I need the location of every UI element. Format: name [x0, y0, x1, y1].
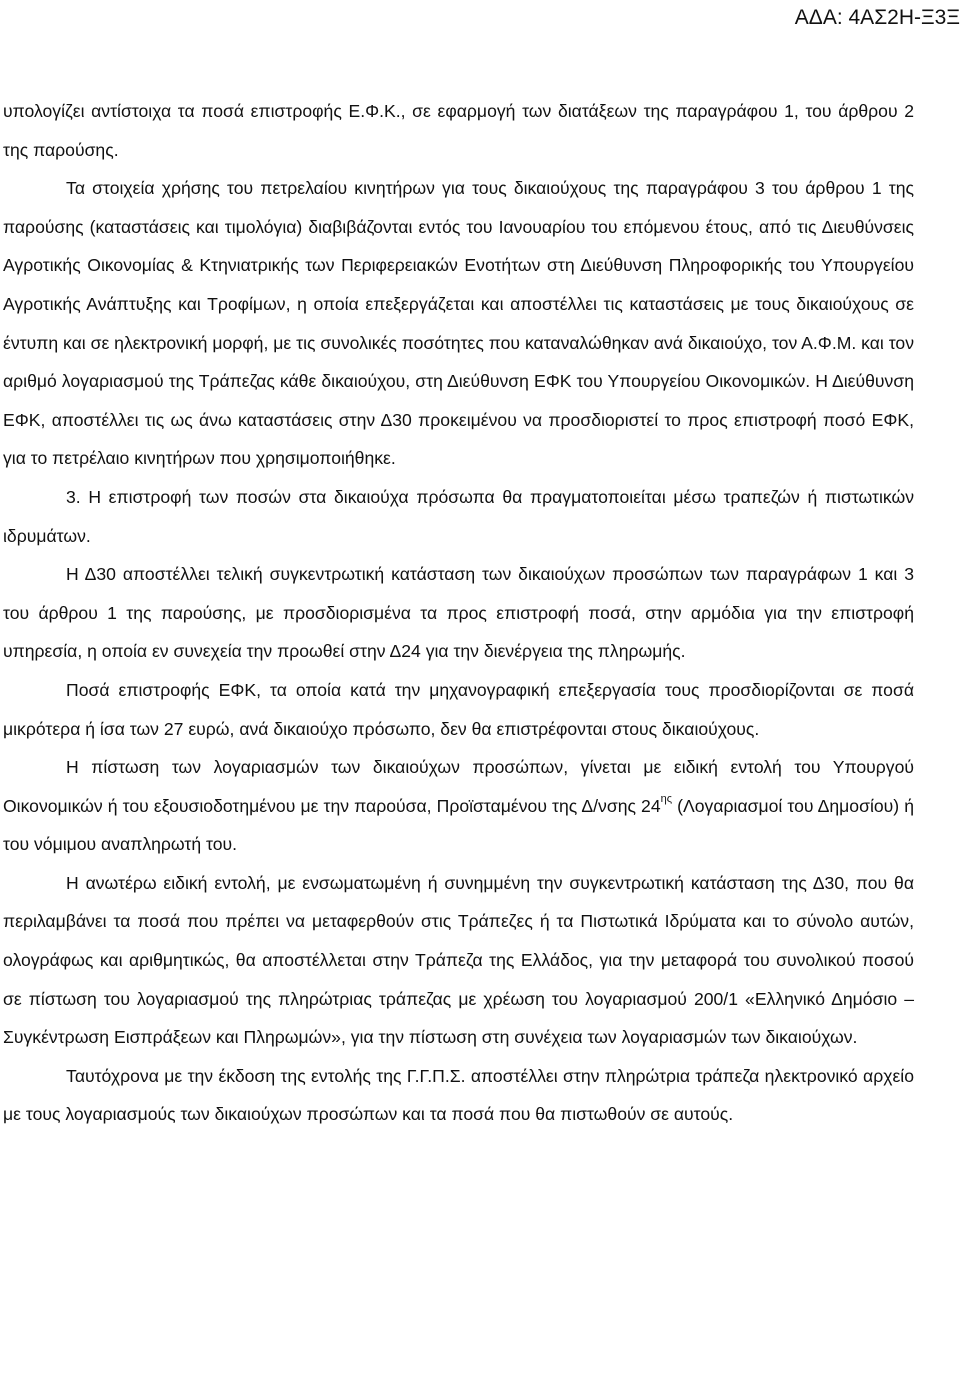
paragraph-6-text-start: Η πίστωση των λογαριασμών των δικαιούχων προσώπων, γίνεται με ειδική εντολή του Υπουργού Οικονομικών ή του εξουσιοδοτημένου με την παρούσα, Προϊσταμένου της Δ/νσης 24	[3, 757, 914, 816]
paragraph-7: Η ανωτέρω ειδική εντολή, με ενσωματωμένη ή συνημμένη την συγκεντρωτική κατάσταση της Δ30, που θα περιλαμβάνει τα ποσά που πρέπει να μεταφερθούν στις Τράπεζες ή τα Πιστωτικά Ιδρύματα και το σύνολο αυτών, ολογράφως και αριθμητικώς, θα αποστέλλεται στην Τράπεζα της Ελλάδος, για την μεταφορά του συνολικού ποσού σε πίστωση του λογαριασμού της πληρώτριας τράπεζας με χρέωση του λογαριασμού 200/1 «Ελληνικό Δημόσιο – Συγκέντρωση Εισπράξεων και Πληρωμών», για την πίστωση στη συνέχεια των λογαριασμών των δικαιούχων.	[3, 872, 914, 1048]
paragraph-8: Ταυτόχρονα με την έκδοση της εντολής της Γ.Γ.Π.Σ. αποστέλλει στην πληρώτρια τράπεζα ηλεκτρονικό αρχείο με τους λογαριασμούς των δικαιούχων προσώπων και τα ποσά που θα πιστωθούν σε αυτούς.	[3, 1065, 914, 1125]
paragraph-4: Η Δ30 αποστέλλει τελική συγκεντρωτική κατάσταση των δικαιούχων προσώπων των παραγράφων 1 και 3 του άρθρου 1 της παρούσης, με προσδιορισμένα τα προς επιστροφή ποσά, στην αρμόδια για την επιστροφή υπηρεσία, η οποία εν συνεχεία την προωθεί στην Δ24 για την διενέργεια της πληρωμής.	[3, 564, 914, 662]
document-body	[3, 92, 914, 1134]
paragraph-6	[3, 748, 914, 864]
paragraph-2: Τα στοιχεία χρήσης του πετρελαίου κινητήρων για τους δικαιούχους της παραγράφου 3 του άρθρου 1 της παρούσης (καταστάσεις και τιμολόγια) διαβιβάζονται εντός του Ιανουαρίου του επόμενου έτους, από τις Διευθύνσεις Αγροτικής Οικονομίας & Κτηνιατρικής των Περιφερειακών Ενοτήτων στη Διεύθυνση Πληροφορικής του Υπουργείου Αγροτικής Ανάπτυξης και Τροφίμων, η οποία επεξεργάζεται και αποστέλλει τις καταστάσεις με τους δικαιούχους σε έντυπη και σε ηλεκτρονική μορφή, με τις συνολικές ποσότητες που καταναλώθηκαν ανά δικαιούχο, τον Α.Φ.Μ. και τον αριθμό λογαριασμού της Τράπεζας κάθε δικαιούχου, στη Διεύθυνση ΕΦΚ του Υπουργείου Οικονομικών. Η Διεύθυνση ΕΦΚ, αποστέλλει τις ως άνω καταστάσεις στην Δ30 προκειμένου να προσδιοριστεί το προς επιστροφή ποσό ΕΦΚ, για το πετρέλαιο κινητήρων που χρησιμοποιήθηκε.	[3, 178, 914, 469]
paragraph-5: Ποσά επιστροφής ΕΦΚ, τα οποία κατά την μηχανογραφική επεξεργασία τους προσδιορίζονται σε ποσά μικρότερα ή ίσα των 27 ευρώ, ανά δικαιούχο πρόσωπο, δεν θα επιστρέφονται στους δικαιούχους.	[3, 679, 914, 739]
paragraph-1: υπολογίζει αντίστοιχα τα ποσά επιστροφής Ε.Φ.Κ., σε εφαρμογή των διατάξεων της παραγράφου 1, του άρθρου 2 της παρούσης.	[3, 101, 914, 160]
ordinal-superscript: ης	[660, 792, 673, 805]
paragraph-6-text-end: (Λογαριασμοί του Δημοσίου) ή του νόμιμου αναπληρωτή του.	[3, 795, 915, 855]
paragraph-3: 3. Η επιστροφή των ποσών στα δικαιούχα πρόσωπα θα πραγματοποιείται μέσω τραπεζών ή πιστωτικών ιδρυμάτων.	[3, 486, 914, 546]
document-ada-code: ΑΔΑ: 4ΑΣ2Η-Ξ3Ξ	[794, 6, 960, 29]
